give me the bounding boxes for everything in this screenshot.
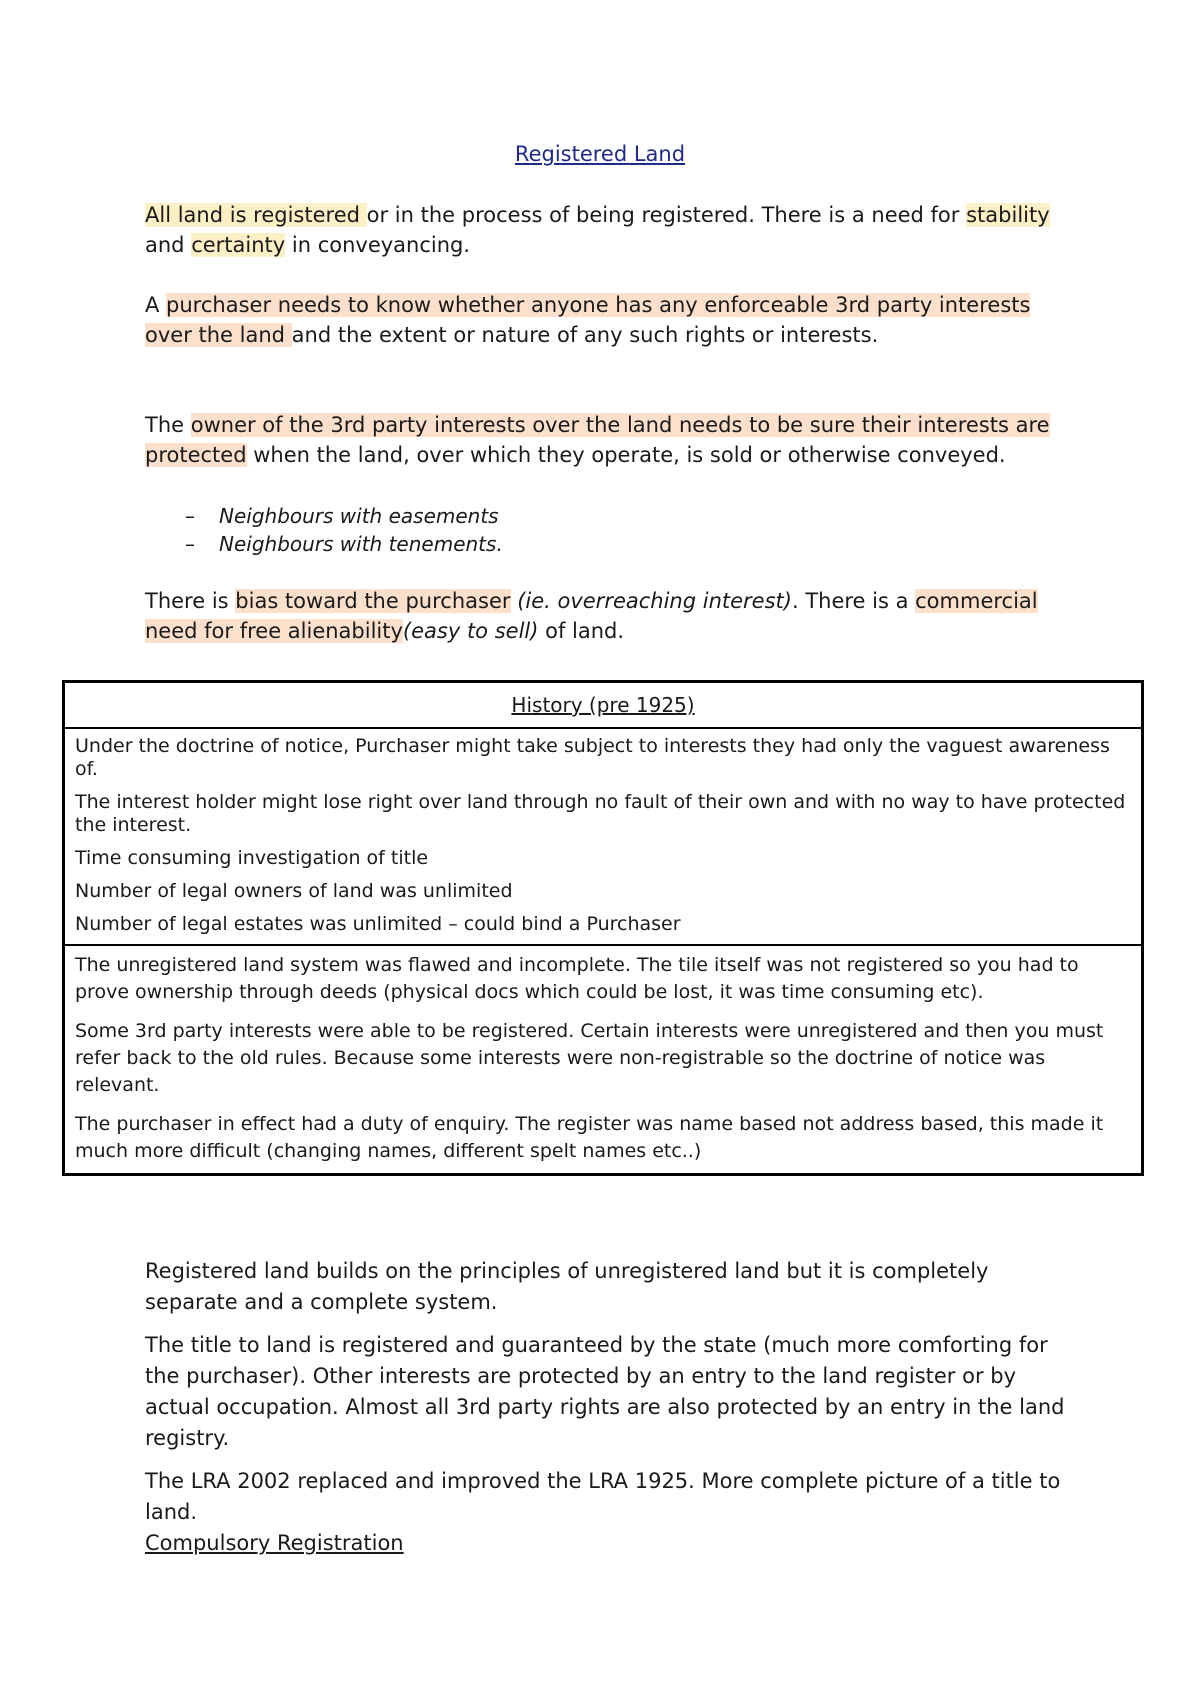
list-item (185, 530, 503, 558)
history-section-unregistered (65, 944, 1141, 1173)
paragraph: The title to land is registered and guaranteed by the state (much more comforting for the purchaser). Other interests are protected by an entry to the land register or by actual occupation. Almost all 3rd party rights are also protected by an entry in the land registry. (145, 1333, 1065, 1450)
list-item-text: Neighbours with tenements. (219, 532, 503, 556)
table-row: Time consuming investigation of title (75, 847, 429, 869)
text: . There is a (791, 589, 916, 613)
history-table-heading: History (pre 1925) (65, 683, 1141, 729)
text: of land. (538, 619, 625, 643)
highlight: All land is registered (145, 203, 367, 227)
italic-text: (ie. overreaching interest) (517, 589, 792, 613)
list-item (185, 502, 503, 530)
text: and (145, 233, 192, 257)
text: or in the process of being registered. There is a need for (366, 203, 967, 227)
paragraph-bias-purchaser (145, 586, 1075, 646)
history-section-problems (65, 729, 1141, 944)
text: A (145, 293, 167, 317)
highlight: certainty (191, 233, 286, 257)
highlight: stability (966, 203, 1050, 227)
paragraph-land-registration (145, 200, 1075, 260)
neighbours-list (185, 502, 503, 558)
table-row: Some 3rd party interests were able to be registered. Certain interests were unregistered and then you must refer back to the old rules. Because some interests were non-registrable so the doctrine of notice was relevant. (75, 1020, 1104, 1096)
italic-text: (easy to sell) (402, 619, 539, 643)
table-row: The unregistered land system was flawed and incomplete. The tile itself was not registered so you had to prove ownership through deeds (physical docs which could be lost, it was time consuming etc). (75, 954, 1079, 1003)
paragraph: The LRA 2002 replaced and improved the LRA 1925. More complete picture of a title to land. (145, 1469, 1061, 1524)
paragraph-purchaser-needs (145, 290, 1075, 350)
page-title: Registered Land (514, 142, 686, 166)
paragraph: Registered land builds on the principles of unregistered land but it is completely separate and a complete system. (145, 1259, 989, 1314)
table-row: Number of legal owners of land was unlimited (75, 880, 513, 902)
compulsory-registration-heading: Compulsory Registration (145, 1531, 404, 1555)
table-row: The purchaser in effect had a duty of enquiry. The register was name based not address based, this made it much more difficult (changing names, different spelt names etc..) (75, 1113, 1104, 1162)
dash-bullet: – (185, 504, 195, 528)
table-row: Under the doctrine of notice, Purchaser might take subject to interests they had only the vaguest awareness of. (75, 735, 1110, 780)
table-row: Number of legal estates was unlimited – could bind a Purchaser (75, 913, 681, 935)
highlight: purchaser needs to know whether anyone has any enforceable 3rd party interests over the land (145, 293, 1031, 347)
registered-land-summary (145, 1256, 1075, 1559)
highlight: commercial need for free alienability (145, 589, 1038, 643)
highlight: bias toward the purchaser (235, 589, 511, 613)
history-table (62, 680, 1144, 1176)
highlight: owner of the 3rd party interests over the land needs to be sure their interests are protected (145, 413, 1050, 467)
dash-bullet: – (185, 532, 195, 556)
text: There is (145, 589, 236, 613)
text: and the extent or nature of any such rights or interests. (291, 323, 879, 347)
table-row: The interest holder might lose right over land through no fault of their own and with no way to have protected the interest. (75, 791, 1126, 836)
list-item-text: Neighbours with easements (219, 504, 499, 528)
paragraph-owner-interests (145, 410, 1075, 470)
text: in conveyancing. (285, 233, 471, 257)
text: when the land, over which they operate, is sold or otherwise conveyed. (246, 443, 1006, 467)
text: The (145, 413, 191, 437)
